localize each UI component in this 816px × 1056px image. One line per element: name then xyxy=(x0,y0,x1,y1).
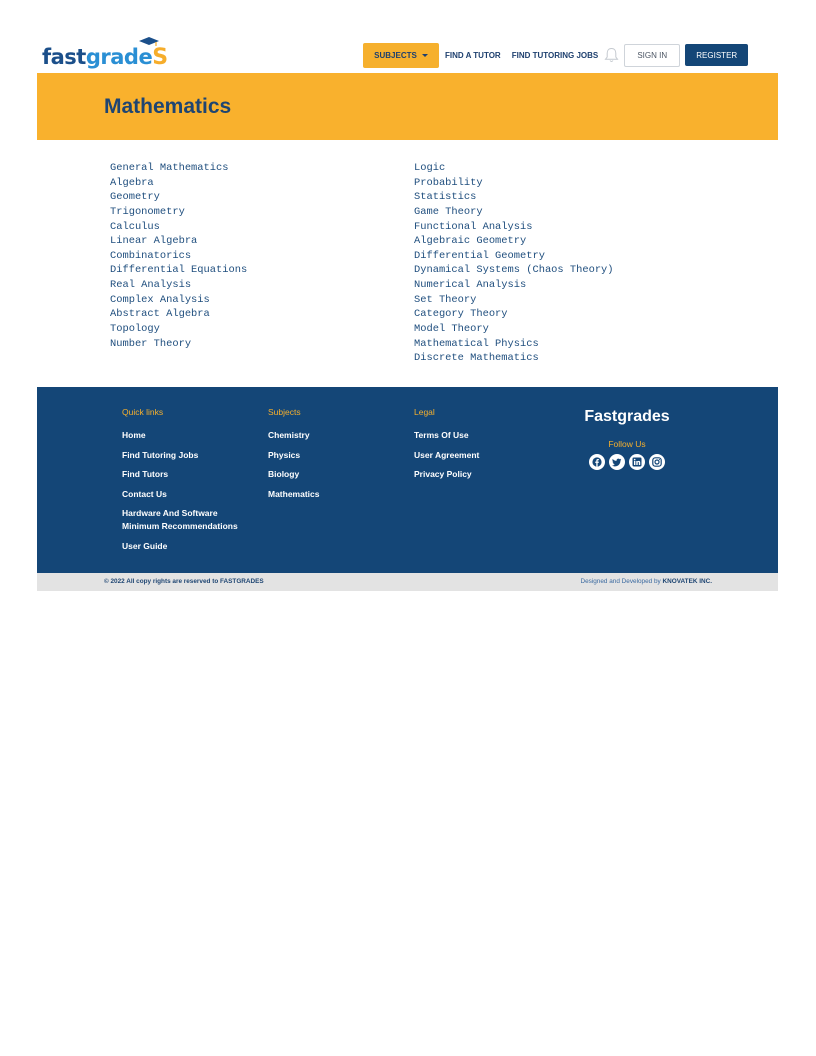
topic-link[interactable]: Complex Analysis xyxy=(110,293,210,306)
follow-us-label: Follow Us xyxy=(608,439,646,449)
topic-link[interactable]: Functional Analysis xyxy=(414,220,533,233)
copyright-bar xyxy=(37,573,778,591)
site-footer xyxy=(37,387,778,573)
topic-link[interactable]: Game Theory xyxy=(414,205,483,218)
sign-in-button[interactable]: SIGN IN xyxy=(624,44,680,67)
footer-link-terms[interactable]: Terms Of Use xyxy=(414,430,469,440)
footer-link-find-tutoring-jobs[interactable]: Find Tutoring Jobs xyxy=(122,449,199,460)
topic-link[interactable]: Category Theory xyxy=(414,308,508,321)
topic-link[interactable]: Combinatorics xyxy=(110,249,192,262)
logo-fast: fast xyxy=(42,45,86,69)
footer-link-hardware-software[interactable]: Hardware And Software Minimum Recommendations xyxy=(122,508,238,531)
topic-link[interactable]: Differential Equations xyxy=(110,264,248,277)
topic-link[interactable]: Set Theory xyxy=(414,293,477,306)
footer-link-user-agreement[interactable]: User Agreement xyxy=(414,449,480,460)
footer-link-contact-us[interactable]: Contact Us xyxy=(122,488,167,499)
topic-link[interactable]: Model Theory xyxy=(414,323,489,336)
main-nav xyxy=(363,42,748,68)
footer-link-physics[interactable]: Physics xyxy=(268,449,301,460)
footer-link-mathematics[interactable]: Mathematics xyxy=(268,488,320,499)
topic-link[interactable]: Numerical Analysis xyxy=(414,279,527,292)
twitter-icon[interactable] xyxy=(609,454,625,470)
topic-link[interactable]: Logic xyxy=(414,162,446,174)
subjects-dropdown-button[interactable]: SUBJECTS xyxy=(363,43,439,68)
footer-brand xyxy=(582,408,672,470)
linkedin-icon[interactable] xyxy=(629,454,645,470)
topic-link[interactable]: General Mathematics xyxy=(110,162,229,174)
topic-link[interactable]: Probability xyxy=(414,176,483,189)
site-header xyxy=(37,35,778,73)
topics-list-right xyxy=(414,161,614,366)
footer-heading: Quick links xyxy=(122,407,164,417)
footer-heading: Subjects xyxy=(268,407,301,417)
footer-link-find-tutors[interactable]: Find Tutors xyxy=(122,469,169,479)
topic-link[interactable]: Mathematical Physics xyxy=(414,337,539,350)
footer-heading: Legal xyxy=(414,407,435,417)
topic-link[interactable]: Trigonometry xyxy=(110,205,185,218)
topic-link[interactable]: Dynamical Systems (Chaos Theory) xyxy=(414,264,614,277)
topics-list-left xyxy=(110,161,247,351)
page-banner xyxy=(37,73,778,140)
footer-link-chemistry[interactable]: Chemistry xyxy=(268,430,310,440)
topic-link[interactable]: Calculus xyxy=(110,220,160,233)
topic-link[interactable]: Number Theory xyxy=(110,337,192,350)
footer-quick-links xyxy=(122,407,257,559)
footer-link-home[interactable]: Home xyxy=(122,430,146,440)
logo-grade: grade xyxy=(85,45,153,69)
logo-s: S xyxy=(152,45,168,70)
topic-link[interactable]: Algebraic Geometry xyxy=(414,235,527,248)
footer-link-privacy[interactable]: Privacy Policy xyxy=(414,469,472,479)
caret-down-icon xyxy=(422,54,428,57)
topic-link[interactable]: Geometry xyxy=(110,191,160,204)
topic-link[interactable]: Linear Algebra xyxy=(110,235,198,248)
topic-link[interactable]: Statistics xyxy=(414,191,477,204)
find-tutor-link[interactable]: FIND A TUTOR xyxy=(445,50,501,60)
topic-link[interactable]: Algebra xyxy=(110,176,154,189)
social-links xyxy=(582,454,672,470)
footer-link-user-guide[interactable]: User Guide xyxy=(122,540,168,551)
topic-link[interactable]: Topology xyxy=(110,323,160,336)
find-tutoring-jobs-link[interactable]: FIND TUTORING JOBS xyxy=(511,50,599,60)
footer-link-biology[interactable]: Biology xyxy=(268,469,300,479)
topic-link[interactable]: Discrete Mathematics xyxy=(414,352,539,365)
instagram-icon[interactable] xyxy=(649,454,665,470)
topic-link[interactable]: Real Analysis xyxy=(110,279,192,292)
graduation-cap-icon xyxy=(139,37,159,47)
page-title: Mathematics xyxy=(104,95,232,118)
copyright-text: © 2022 All copy rights are reserved to FASTGRADES xyxy=(104,578,264,585)
footer-subjects xyxy=(268,407,320,507)
topic-link[interactable]: Differential Geometry xyxy=(414,249,545,262)
footer-legal xyxy=(414,407,479,488)
logo[interactable] xyxy=(42,41,168,69)
credit-text: Designed and Developed by KNOVATEK INC. xyxy=(580,578,712,585)
facebook-icon[interactable] xyxy=(589,454,605,470)
topic-link[interactable]: Abstract Algebra xyxy=(110,308,210,321)
register-button[interactable]: REGISTER xyxy=(685,44,748,66)
credit-company-link[interactable]: KNOVATEK INC. xyxy=(662,578,712,585)
bell-icon[interactable] xyxy=(604,47,619,63)
footer-brand-name: Fastgrades xyxy=(584,408,670,425)
